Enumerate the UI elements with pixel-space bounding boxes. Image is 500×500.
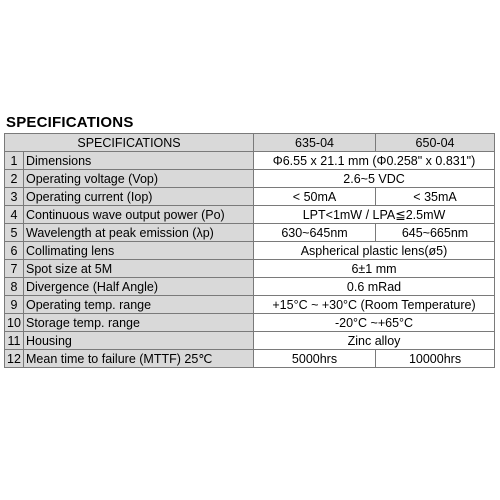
table-row <box>5 242 495 260</box>
row-value-650-04: 10000hrs <box>376 350 495 368</box>
row-label: Divergence (Half Angle) <box>24 278 254 296</box>
row-value-650-04: < 35mA <box>376 188 495 206</box>
row-number: 11 <box>5 332 24 350</box>
row-number: 5 <box>5 224 24 242</box>
row-number: 6 <box>5 242 24 260</box>
table-header-row <box>5 134 495 152</box>
row-label: Collimating lens <box>24 242 254 260</box>
row-value-635-04: < 50mA <box>254 188 376 206</box>
row-number: 2 <box>5 170 24 188</box>
row-label: Wavelength at peak emission (λp) <box>24 224 254 242</box>
row-label: Operating voltage (Vop) <box>24 170 254 188</box>
row-label: Mean time to failure (MTTF) 25℃ <box>24 350 254 368</box>
header-model-635-04: 635-04 <box>254 134 376 152</box>
table-row <box>5 170 495 188</box>
row-value-635-04: 5000hrs <box>254 350 376 368</box>
table-row <box>5 206 495 224</box>
row-number: 10 <box>5 314 24 332</box>
row-number: 4 <box>5 206 24 224</box>
row-label: Spot size at 5M <box>24 260 254 278</box>
header-specifications: SPECIFICATIONS <box>5 134 254 152</box>
row-value: Aspherical plastic lens(ø5) <box>254 242 495 260</box>
row-number: 9 <box>5 296 24 314</box>
row-label: Operating temp. range <box>24 296 254 314</box>
table-row <box>5 224 495 242</box>
row-value: -20°C ~+65°C <box>254 314 495 332</box>
row-value: 2.6~5 VDC <box>254 170 495 188</box>
row-value: LPT<1mW / LPA≦2.5mW <box>254 206 495 224</box>
table-row <box>5 188 495 206</box>
row-number: 8 <box>5 278 24 296</box>
row-label: Housing <box>24 332 254 350</box>
row-label: Continuous wave output power (Po) <box>24 206 254 224</box>
row-number: 1 <box>5 152 24 170</box>
table-row <box>5 350 495 368</box>
row-value: Φ6.55 x 21.1 mm (Φ0.258" x 0.831") <box>254 152 495 170</box>
header-model-650-04: 650-04 <box>376 134 495 152</box>
row-label: Dimensions <box>24 152 254 170</box>
specifications-table <box>4 133 495 368</box>
row-value: 6±1 mm <box>254 260 495 278</box>
row-value: +15°C ~ +30°C (Room Temperature) <box>254 296 495 314</box>
table-row <box>5 332 495 350</box>
section-heading: SPECIFICATIONS <box>6 114 134 131</box>
row-value: 0.6 mRad <box>254 278 495 296</box>
table-row <box>5 278 495 296</box>
row-value-635-04: 630~645nm <box>254 224 376 242</box>
table-row <box>5 260 495 278</box>
row-number: 12 <box>5 350 24 368</box>
table-row <box>5 296 495 314</box>
row-label: Operating current (Iop) <box>24 188 254 206</box>
table-row <box>5 152 495 170</box>
row-value-650-04: 645~665nm <box>376 224 495 242</box>
row-number: 7 <box>5 260 24 278</box>
row-number: 3 <box>5 188 24 206</box>
row-value: Zinc alloy <box>254 332 495 350</box>
table-row <box>5 314 495 332</box>
row-label: Storage temp. range <box>24 314 254 332</box>
